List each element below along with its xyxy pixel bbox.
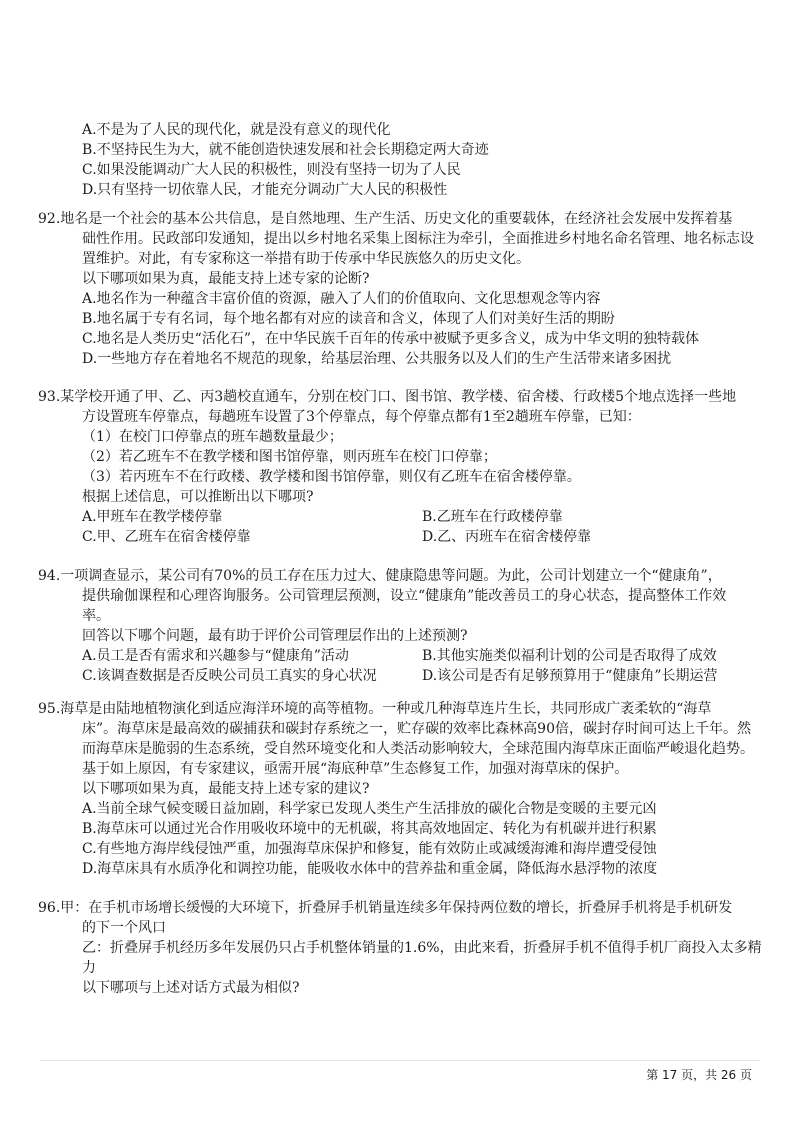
- question-95: [38, 699, 754, 879]
- question-96-line-4: 力: [82, 960, 96, 976]
- question-93-option-d: D.乙、丙班车在宿舍楼停靠: [422, 529, 592, 545]
- question-94-line-1: 94.一项调查显示，某公司有70%的员工存在压力过大、健康隐患等问题。为此，公司计划建立一个“健康角”，: [38, 568, 722, 584]
- question-93-options: [60, 507, 750, 547]
- question-94: [38, 566, 750, 686]
- question-96-line-3: 乙：折叠屏手机经历多年发展仍只占手机整体销量的1.6%，由此来看，折叠屏手机不值得手机厂商投入太多精: [82, 940, 762, 956]
- question-95-line-4: 基于如上原因，有专家建议，亟需开展“海底种草”生态修复工作，加强对海草床的保护。: [82, 761, 629, 777]
- option-d: D.只有坚持一切依靠人民，才能充分调动广大人民的积极性: [82, 182, 448, 198]
- question-94-line-3: 率。: [82, 608, 110, 624]
- question-92-option-b: B.地名属于专有名词，每个地名都有对应的读音和含义，体现了人们对美好生活的期盼: [82, 311, 615, 327]
- question-96: [38, 898, 762, 998]
- question-94-option-b: B.其他实施类似福利计划的公司是否取得了成效: [422, 648, 717, 664]
- option-a: A.不是为了人民的现代化，就是没有意义的现代化: [82, 122, 391, 138]
- question-92-option-d: D.一些地方存在着地名不规范的现象，给基层治理、公共服务以及人们的生产生活带来诸多困扰: [82, 351, 672, 367]
- question-95-option-b: B.海草床可以通过光合作用吸收环境中的无机碳，将其高效地固定、转化为有机碳并进行积累: [82, 821, 657, 837]
- question-94-option-a: A.员工是否有需求和兴趣参与“健康角”活动: [82, 648, 349, 664]
- question-93-condition-1: （1）在校门口停靠点的班车趟数量最少；: [82, 429, 343, 445]
- question-95-option-c: C.有些地方海岸线侵蚀严重，加强海草床保护和修复，能有效防止或减缓海滩和海岸遭受侵蚀: [82, 841, 657, 857]
- question-92: [38, 209, 754, 369]
- question-92-option-c: C.地名是人类历史“活化石”，在中华民族千百年的传承中被赋予更多含义，成为中华文明的独特载体: [82, 331, 699, 347]
- question-94-options: [60, 646, 750, 686]
- question-93-line-1: 93.某学校开通了甲、乙、丙3趟校直通车，分别在校门口、图书馆、教学楼、宿舍楼、行政楼5个地点选择一些地: [38, 389, 737, 405]
- page-number: 第 17 页，共 26 页: [646, 1068, 752, 1082]
- question-96-prompt: 以下哪项与上述对话方式最为相似?: [82, 980, 300, 996]
- question-92-prompt: 以下哪项如果为真，最能支持上述专家的论断?: [82, 271, 370, 287]
- question-95-line-1: 95.海草是由陆地植物演化到适应海洋环境的高等植物。一种或几种海草连片生长，共同形成广袤柔软的“海草: [38, 701, 712, 717]
- question-95-option-a: A.当前全球气候变暖日益加剧，科学家已发现人类生产生活排放的碳化合物是变暖的主要元凶: [82, 801, 657, 817]
- question-96-line-2: 的下一个风口: [82, 920, 166, 936]
- question-93: [38, 387, 750, 547]
- question-92-option-a: A.地名作为一种蕴含丰富价值的资源，融入了人们的价值取向、文化思想观念等内容: [82, 291, 601, 307]
- question-93-condition-2: （2）若乙班车不在教学楼和图书馆停靠，则丙班车在校门口停靠；: [82, 449, 497, 465]
- question-96-line-1: 96.甲：在手机市场增长缓慢的大环境下，折叠屏手机销量连续多年保持两位数的增长，折叠屏手机将是手机研发: [38, 900, 733, 916]
- prev-question-options: [60, 120, 750, 200]
- question-93-line-2: 方设置班车停靠点，每趟班车设置了3个停靠点，每个停靠点都有1至2趟班车停靠，已知：: [82, 409, 641, 425]
- question-92-line-2: 础性作用。民政部印发通知，提出以乡村地名采集上图标注为牵引，全面推进乡村地名命名管理、地名标志设: [82, 231, 754, 247]
- question-95-line-3: 而海草床是脆弱的生态系统，受自然环境变化和人类活动影响较大，全球范围内海草床正面临严峻退化趋势。: [82, 741, 754, 757]
- question-95-option-d: D.海草床具有水质净化和调控功能，能吸收水体中的营养盐和重金属，降低海水悬浮物的浓度: [82, 861, 658, 877]
- question-95-line-2: 床”。海草床是最高效的碳捕获和碳封存系统之一，贮存碳的效率比森林高90倍，碳封存时间可达上千年。然: [82, 721, 751, 737]
- option-c: C.如果没能调动广大人民的积极性，则没有坚持一切为了人民: [82, 162, 461, 178]
- question-92-line-3: 置维护。对此，有专家称这一举措有助于传承中华民族悠久的历史文化。: [82, 251, 530, 267]
- option-b: B.不坚持民生为大，就不能创造快速发展和社会长期稳定两大奇迹: [82, 142, 489, 158]
- question-93-condition-3: （3）若丙班车不在行政楼、教学楼和图书馆停靠，则仅有乙班车在宿舍楼停靠。: [82, 469, 581, 485]
- question-94-option-d: D.该公司是否有足够预算用于“健康角”长期运营: [422, 668, 718, 684]
- question-94-option-c: C.该调查数据是否反映公司员工真实的身心状况: [82, 668, 377, 684]
- question-93-prompt: 根据上述信息，可以推断出以下哪项?: [82, 489, 314, 505]
- question-94-prompt: 回答以下哪个问题，最有助于评价公司管理层作出的上述预测?: [82, 628, 468, 644]
- question-93-option-b: B.乙班车在行政楼停靠: [422, 509, 563, 525]
- question-92-line-1: 92.地名是一个社会的基本公共信息，是自然地理、生产生活、历史文化的重要载体，在经济社会发展中发挥着基: [38, 211, 733, 227]
- footer-divider: [40, 1060, 760, 1061]
- question-94-line-2: 提供瑜伽课程和心理咨询服务。公司管理层预测，设立“健康角”能改善员工的身心状态，提高整体工作效: [82, 588, 727, 604]
- question-95-prompt: 以下哪项如果为真，最能支持上述专家的建议?: [82, 781, 370, 797]
- question-93-option-c: C.甲、乙班车在宿舍楼停靠: [82, 529, 251, 545]
- question-93-option-a: A.甲班车在教学楼停靠: [82, 509, 223, 525]
